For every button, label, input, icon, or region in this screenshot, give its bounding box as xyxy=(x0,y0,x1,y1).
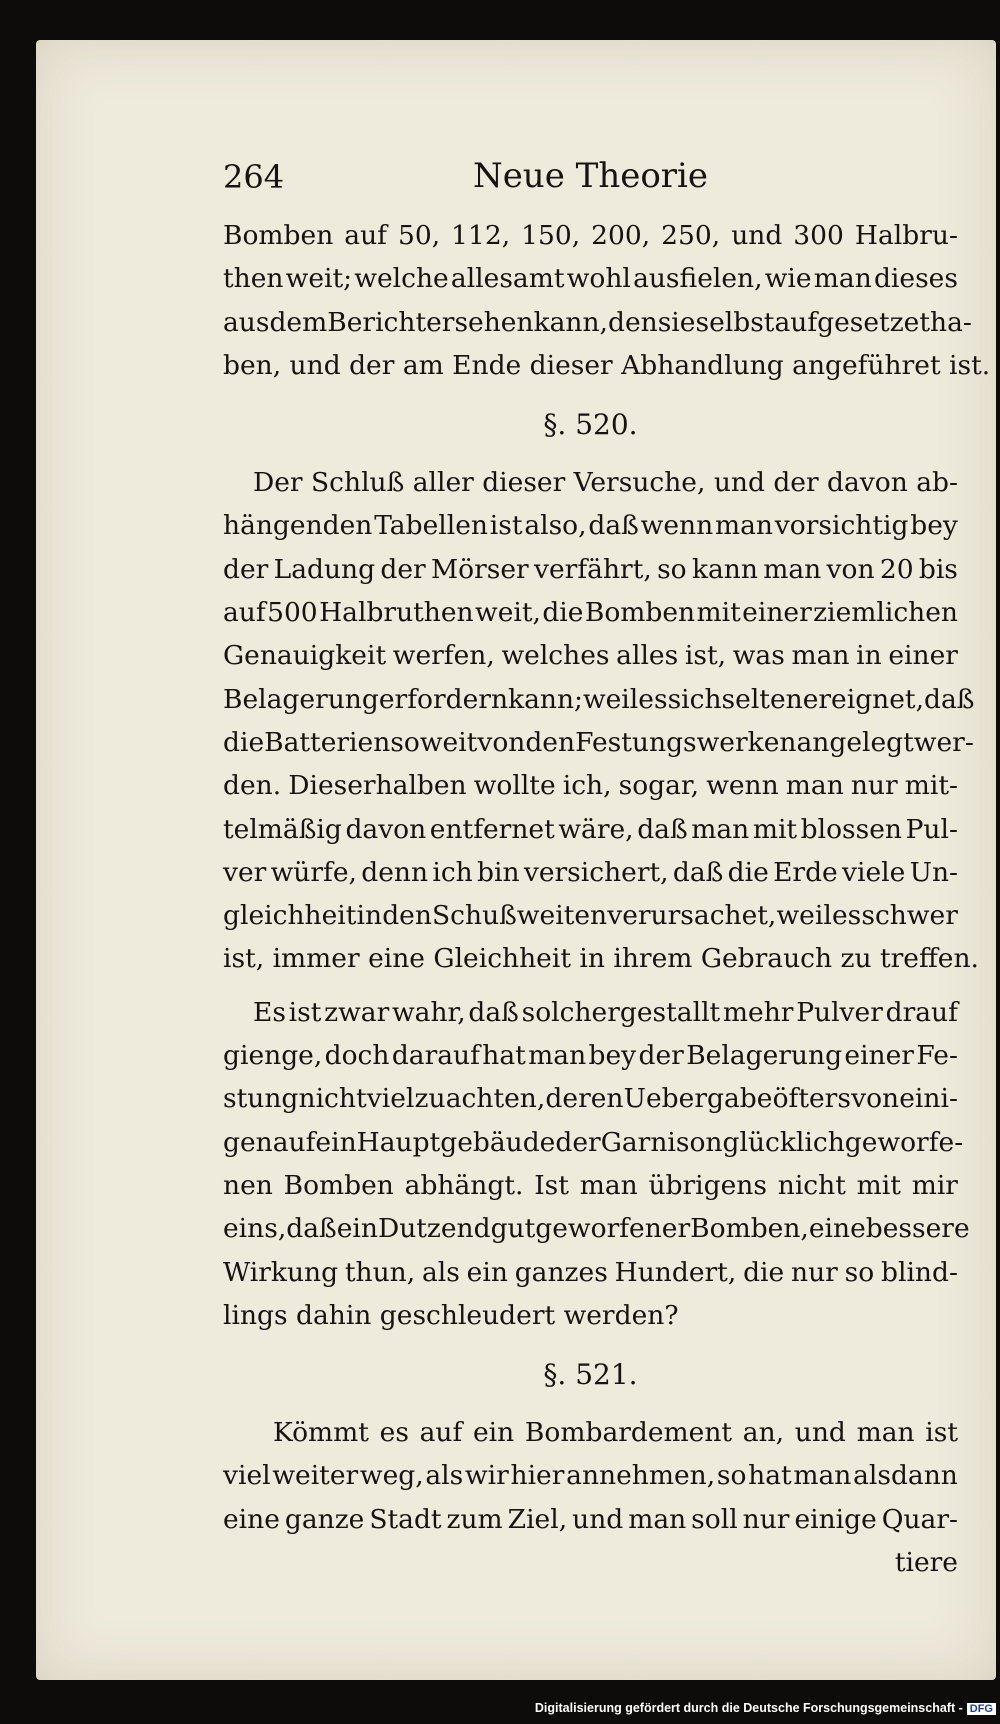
text-line: ist, immer eine Gleichheit in ihrem Gebrauch zu treffen. xyxy=(223,943,979,975)
text-line: die Batterien so weit von den Festungswerken angelegt wer- xyxy=(223,726,974,758)
text-line: Genauigkeit werfen, welches alles ist, was man in einer xyxy=(223,640,958,672)
text-line: Bomben auf 50, 112, 150, 200, 250, und 300 Halbru- xyxy=(223,220,958,251)
paragraph-top xyxy=(223,214,991,387)
paragraph-520-a xyxy=(223,461,979,981)
catchword: tiere xyxy=(894,1547,958,1579)
text-line: gen auf ein Hauptgebäude der Garnison glücklich geworfe- xyxy=(223,1126,964,1158)
page-number: 264 xyxy=(223,158,285,196)
text-line: telmäßig davon entfernet wäre, daß man mit blossen Pul- xyxy=(223,813,958,845)
text-line: ben, und der am Ende dieser Abhandlung angeführet ist. xyxy=(223,349,991,381)
text-line: eins, daß ein Dutzend gut geworfener Bomben, eine bessere xyxy=(223,1213,970,1245)
section-heading-520: §. 520. xyxy=(543,408,638,442)
running-title: Neue Theorie xyxy=(472,156,709,196)
text-line: den. Dieserhalben wollte ich, sogar, wenn man nur mit- xyxy=(223,770,958,802)
text-line: Wirkung thun, als ein ganzes Hundert, die nur so blind- xyxy=(223,1256,958,1288)
text-line: gleichheit in den Schußweiten verursachet, weil es schwer xyxy=(223,900,958,932)
text-line: der Ladung der Mörser verfährt, so kann man von 20 bis xyxy=(223,553,958,585)
text-line: Kömmt es auf ein Bombardement an, und man ist xyxy=(273,1417,958,1449)
text-line: auf 500 Halbruthen weit, die Bomben mit einer ziemlichen xyxy=(223,597,958,629)
text-line: eine ganze Stadt zum Ziel, und man soll nur einige Quar- xyxy=(223,1503,958,1535)
paragraph-521 xyxy=(223,1411,958,1541)
paragraph-520-b xyxy=(223,991,970,1337)
text-line: ver würfe, denn ich bin versichert, daß die Erde viele Un- xyxy=(223,856,958,888)
section-heading-521: §. 521. xyxy=(543,1358,638,1392)
text-line: viel weiter weg, als wir hier annehmen, so hat man alsdann xyxy=(223,1460,958,1492)
text-line: lings dahin geschleudert werden? xyxy=(223,1299,679,1331)
text-line: gienge, doch darauf hat man bey der Belagerung einer Fe- xyxy=(223,1040,958,1072)
credit-text: Digitalisierung gefördert durch die Deutsche Forschungsgemeinschaft - xyxy=(534,1701,963,1715)
text-line: nen Bomben abhängt. Ist man übrigens nicht mit mir xyxy=(223,1169,958,1201)
running-header xyxy=(223,150,958,214)
book-page xyxy=(36,40,996,1680)
text-line: aus dem Bericht ersehen kann, den sie selbst aufgesetzet ha- xyxy=(223,306,972,338)
text-line: stung nicht viel zu achten, deren Uebergabe öfters von eini- xyxy=(223,1083,958,1115)
text-line: then weit; welche allesamt wohl ausfielen, wie man dieses xyxy=(223,263,958,295)
text-line: Der Schluß aller dieser Versuche, und der davon ab- xyxy=(253,467,958,499)
dfg-logo: DFG xyxy=(967,1703,996,1715)
digitization-credit xyxy=(535,1701,996,1715)
page-text xyxy=(223,150,991,1584)
text-line: hängenden Tabellen ist also, daß wenn man vorsichtig bey xyxy=(223,510,958,542)
text-line: Es ist zwar wahr, daß solchergestallt mehr Pulver drauf xyxy=(253,996,958,1028)
text-line: Belagerung erfordern kann; weil es sich selten ereignet, daß xyxy=(223,683,975,715)
